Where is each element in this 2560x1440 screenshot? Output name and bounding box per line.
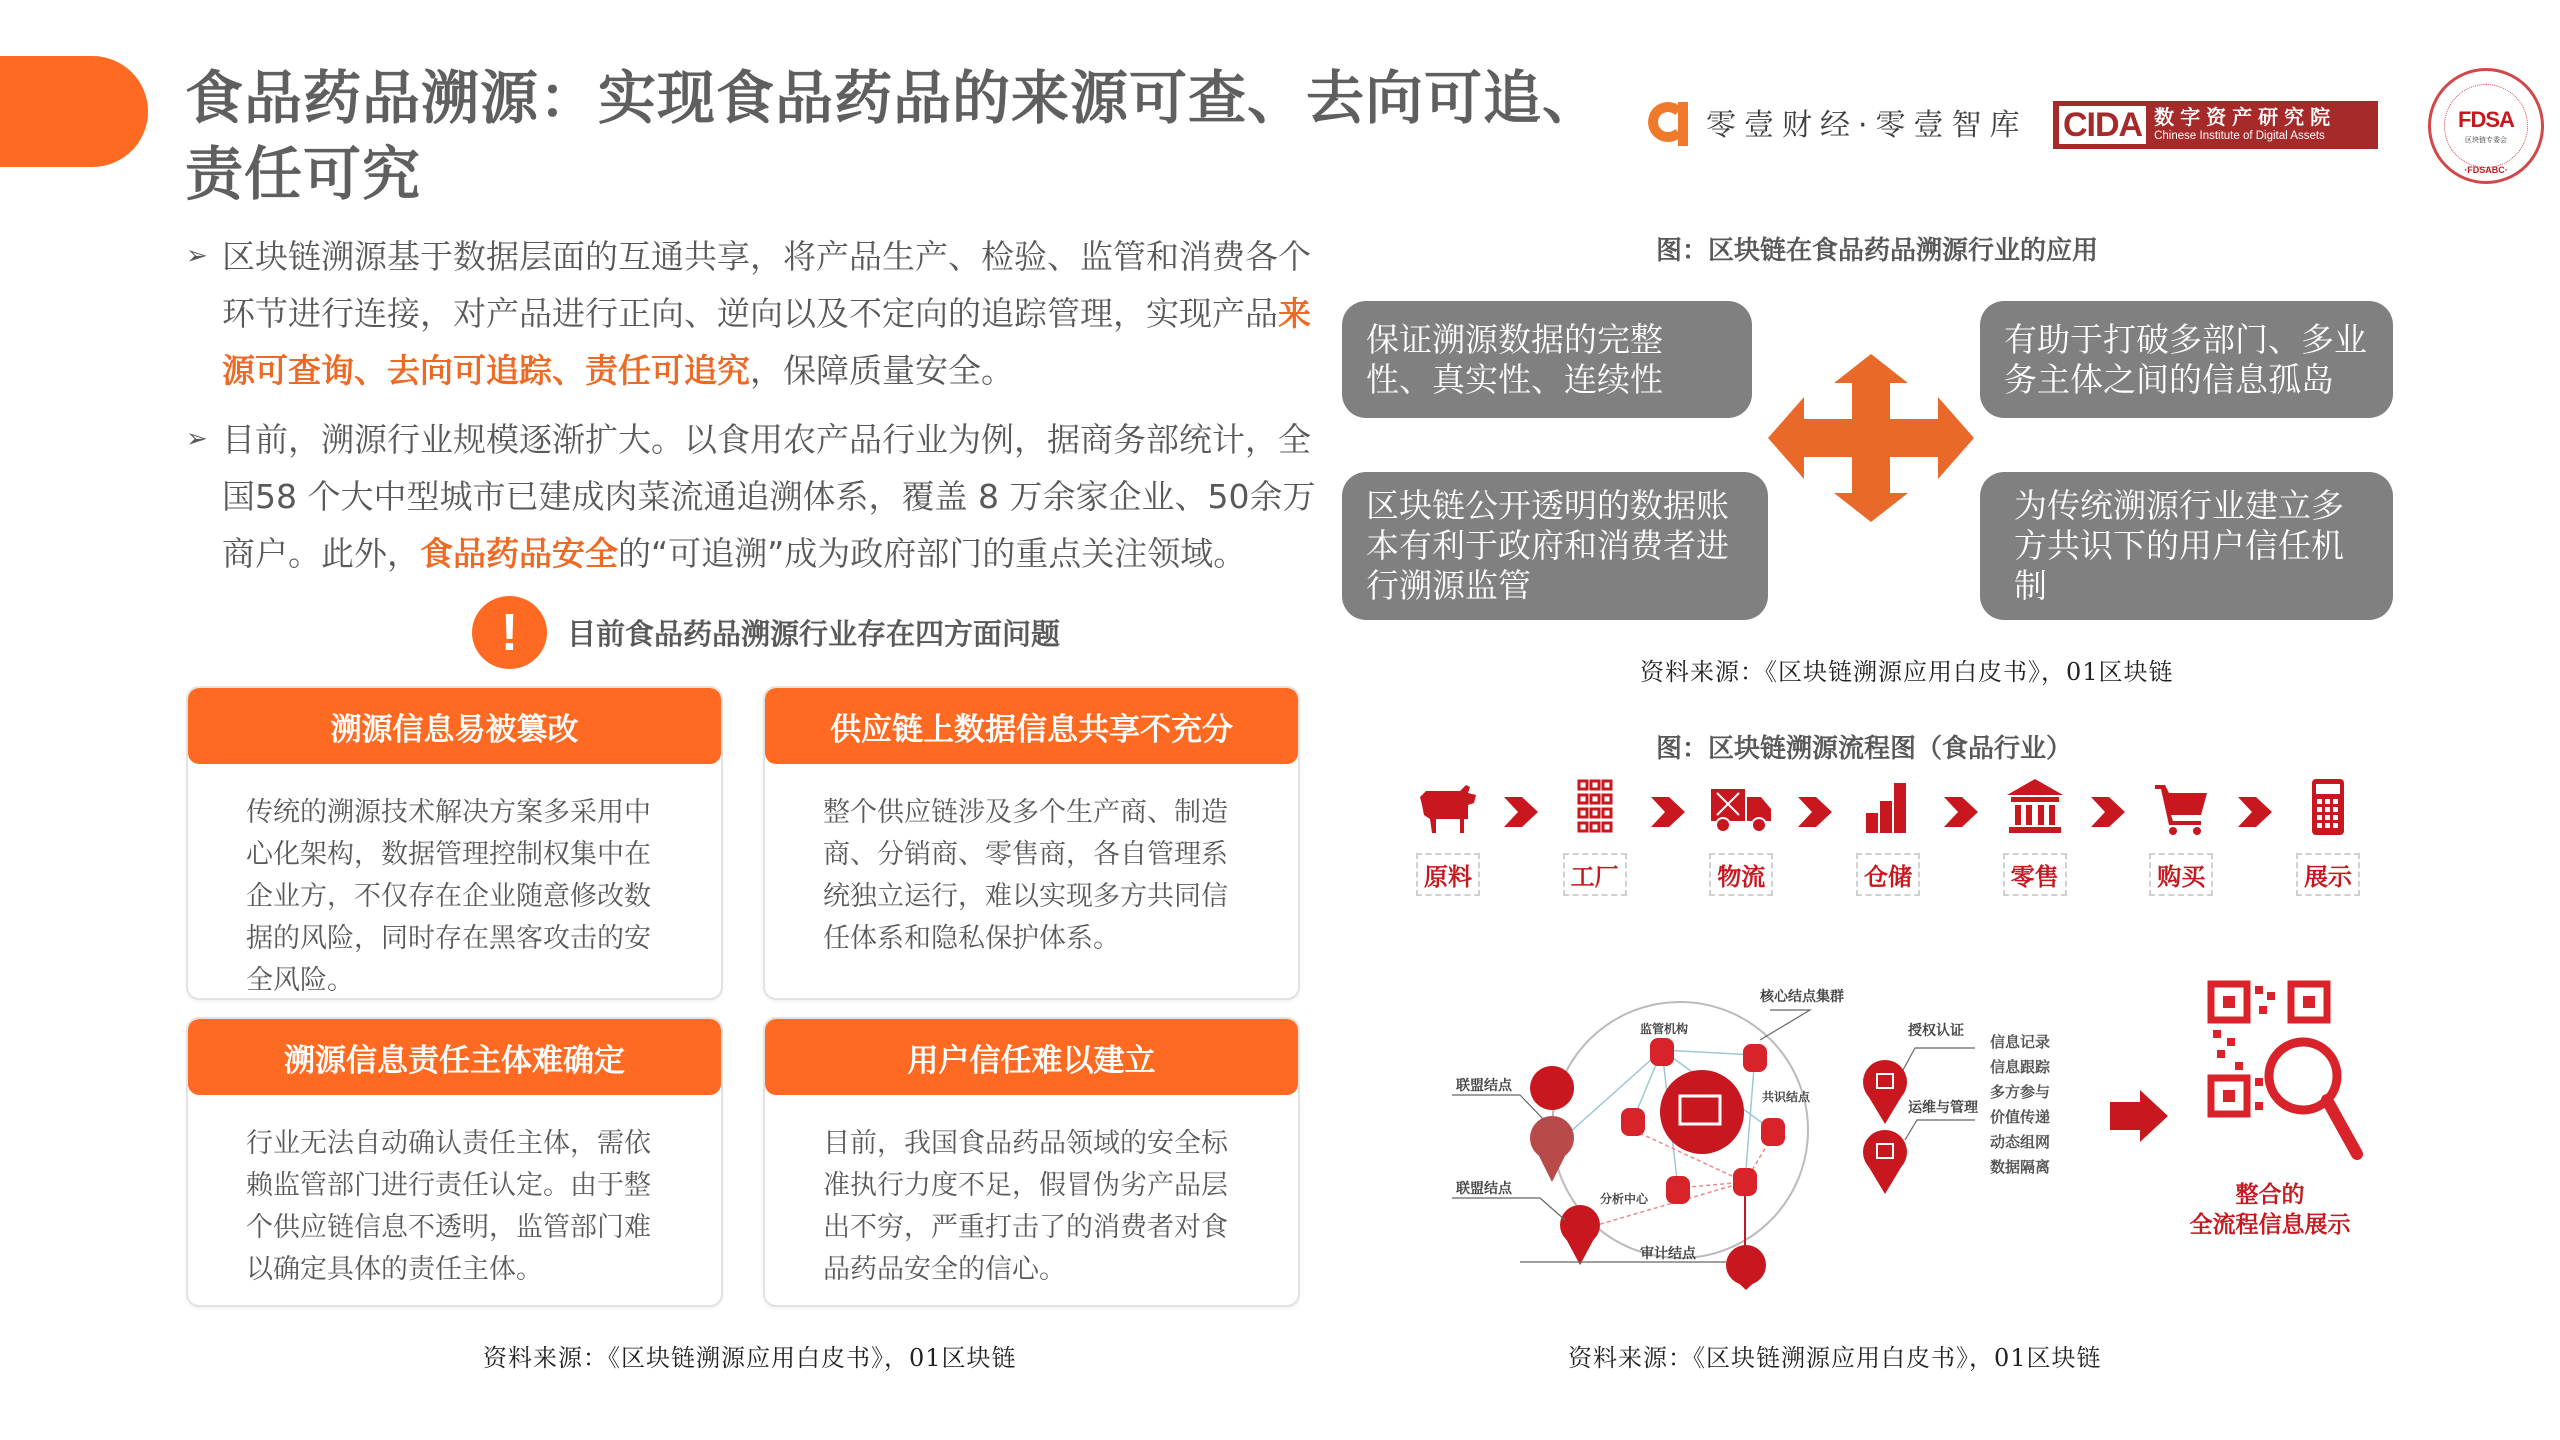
label-regulator: 监管机构: [1640, 1022, 1689, 1036]
seal-bottom: ·FDSABC·: [2464, 165, 2508, 175]
benefit-box-integrity: 保证溯源数据的完整性、真实性、连续性: [1342, 301, 1752, 418]
bullet-text: ，保障质量安全。: [750, 351, 1014, 390]
benefit-box-transparency: 区块链公开透明的数据账本有利于政府和消费者进行溯源监管: [1342, 472, 1768, 620]
feature-item: 数据隔离: [1990, 1158, 2051, 1176]
flow-step-logistics: [1701, 775, 1781, 896]
card-body: 传统的溯源技术解决方案多采用中心化架构，数据管理控制权集中在企业方，不仅存在企业随意修改数据的风险，同时存在黑客攻击的安全风险。: [246, 797, 651, 996]
traceability-flow: [1408, 775, 2368, 905]
label-core-cluster: 核心结点集群: [1760, 989, 1844, 1005]
arrowhead-bullet-icon: ➢: [186, 241, 208, 271]
logo-cida: [2053, 101, 2378, 149]
source-note-left: 资料来源：《区块链溯源应用白皮书》，01区块链: [483, 1344, 1017, 1372]
card-title: 供应链上数据信息共享不充分: [765, 688, 1298, 764]
label-auth: 授权认证: [1908, 1023, 1964, 1039]
flow-step-purchase: [2141, 775, 2221, 896]
cida-mark: CIDA: [2059, 106, 2146, 144]
figure-title-flow: 图：区块链溯源流程图（食品行业）: [1656, 734, 2073, 764]
qr-code-search-icon: [2205, 978, 2365, 1168]
problem-card-responsibility: [186, 1017, 723, 1307]
cow-icon: [1416, 775, 1480, 839]
problems-heading: [472, 596, 1060, 669]
figure-title-application: 图：区块链在食品药品溯源行业的应用: [1656, 236, 2099, 266]
problem-card-tampering: [186, 686, 723, 1000]
storage-icon: [1856, 775, 1920, 839]
exclamation-icon: !: [472, 596, 547, 669]
chevron-right-icon: [1651, 797, 1685, 827]
flow-step-retail: [1995, 775, 2075, 896]
bullet-text: 目前，溯源行业规模逐渐扩大。以食用农产品行业为例，据商务部统计，全国58 个大中型城市已建成肉菜流通追溯体系，覆盖 8 万余家企业、50余万商户。此外，: [222, 420, 1316, 573]
card-title: 用户信任难以建立: [765, 1019, 1298, 1095]
bullet-highlight: 食品药品安全: [420, 534, 618, 573]
logo-zero-one-text: 零壹财经·零壹智库: [1706, 108, 2028, 143]
page-title: 食品药品溯源：实现食品药品的来源可查、去向可追、责任可究: [185, 64, 1602, 208]
seal-inner: [2444, 84, 2528, 168]
label-ops: 运维与管理: [1908, 1100, 1978, 1116]
card-body: 行业无法自动确认责任主体，需依赖监管部门进行责任认定。由于整个供应链信息不透明，监管部门难以确定具体的责任主体。: [246, 1128, 651, 1285]
feature-item: 多方参与: [1990, 1083, 2051, 1101]
shopping-cart-icon: [2149, 775, 2213, 839]
bullet-item-1: [186, 228, 1316, 399]
bullet-item-2: [186, 411, 1316, 582]
flow-step-label: 展示: [2296, 853, 2360, 896]
label-consensus-node: 共识结点: [1762, 1090, 1811, 1104]
feature-item: 信息跟踪: [1990, 1058, 2051, 1076]
caption-line-2: 全流程信息展示: [2189, 1212, 2351, 1238]
card-title: 溯源信息易被篡改: [188, 688, 721, 764]
feature-item: 信息记录: [1990, 1033, 2051, 1051]
card-title: 溯源信息责任主体难确定: [188, 1019, 721, 1095]
label-alliance-node-1: 联盟结点: [1456, 1078, 1512, 1094]
flow-step-display: [2288, 775, 2368, 896]
flow-step-label: 物流: [1709, 853, 1773, 896]
caption-line-1: 整合的: [2235, 1182, 2305, 1208]
flow-step-label: 仓储: [1856, 853, 1920, 896]
four-way-arrow-icon: [1768, 354, 1974, 522]
seal-main: FDSA: [2458, 107, 2514, 132]
source-note-fig1: 资料来源：《区块链溯源应用白皮书》，01区块链: [1640, 658, 2174, 686]
label-analysis-center: 分析中心: [1600, 1192, 1649, 1206]
chevron-right-icon: [1798, 797, 1832, 827]
seal-sub: 区块链专委会: [2465, 136, 2507, 144]
store-building-icon: [2003, 775, 2067, 839]
arrow-right-icon: [2110, 1090, 2168, 1142]
flow-step-label: 零售: [2003, 853, 2067, 896]
bullet-text: 的“可追溯”成为政府部门的重点关注领域。: [618, 534, 1247, 573]
auth-ops-pins: [1855, 1040, 1975, 1250]
problems-heading-text: 目前食品药品溯源行业存在四方面问题: [567, 617, 1061, 651]
benefit-box-silos: 有助于打破多部门、多业务主体之间的信息孤岛: [1980, 301, 2393, 418]
title-accent-tab: [0, 56, 148, 167]
bullet-text: 区块链溯源基于数据层面的互通共享，将产品生产、检验、监管和消费各个环节进行连接，对产品进行正向、逆向以及不定向的追踪管理，实现产品: [222, 237, 1311, 333]
source-note-fig2: 资料来源：《区块链溯源应用白皮书》，01区块链: [1568, 1344, 2102, 1372]
feature-item: 动态组网: [1990, 1133, 2051, 1151]
flow-step-label: 工厂: [1563, 853, 1627, 896]
chevron-right-icon: [2091, 797, 2125, 827]
alpha-logo-icon: [1648, 102, 1688, 142]
label-audit-node: 审计结点: [1640, 1246, 1696, 1262]
fdsa-seal-logo: [2428, 68, 2544, 184]
card-body: 目前，我国食品药品领域的安全标准执行力度不足，假冒伪劣产品层出不穷，严重打击了的消费者对食品药品安全的信心。: [823, 1128, 1228, 1285]
arrowhead-bullet-icon: ➢: [186, 424, 208, 454]
feature-item: 价值传递: [1990, 1108, 2051, 1126]
cida-cn: 数字资产研究院: [2154, 105, 2337, 129]
bullet-list: [186, 228, 1316, 594]
factory-grid-icon: [1563, 775, 1627, 839]
cida-en: Chinese Institute of Digital Assets: [2154, 130, 2325, 142]
benefit-box-trust: 为传统溯源行业建立多方共识下的用户信任机制: [1980, 472, 2393, 620]
calculator-icon: [2296, 775, 2360, 839]
flow-step-factory: [1555, 775, 1635, 896]
card-body: 整个供应链涉及多个生产商、制造商、分销商、零售商，各自管理系统独立运行，难以实现多方共同信任体系和隐私保护体系。: [823, 797, 1228, 954]
flow-step-label: 购买: [2149, 853, 2213, 896]
chevron-right-icon: [1504, 797, 1538, 827]
chevron-right-icon: [2238, 797, 2272, 827]
logo-zero-one: [1648, 100, 2028, 144]
cida-text: [2154, 106, 2336, 144]
flow-step-label: 原料: [1416, 853, 1480, 896]
problem-card-trust: [763, 1017, 1300, 1307]
flow-step-storage: [1848, 775, 1928, 896]
flow-step-raw: [1408, 775, 1488, 896]
bullet-highlight: 来源可查询、去向可追踪、责任可追究: [222, 294, 1311, 390]
label-alliance-node-2: 联盟结点: [1456, 1181, 1512, 1197]
integrated-display-caption: [2180, 1180, 2360, 1240]
problem-card-sharing: [763, 686, 1300, 1000]
feature-list: [1990, 1030, 2050, 1180]
chevron-right-icon: [1944, 797, 1978, 827]
truck-icon: [1709, 775, 1773, 839]
